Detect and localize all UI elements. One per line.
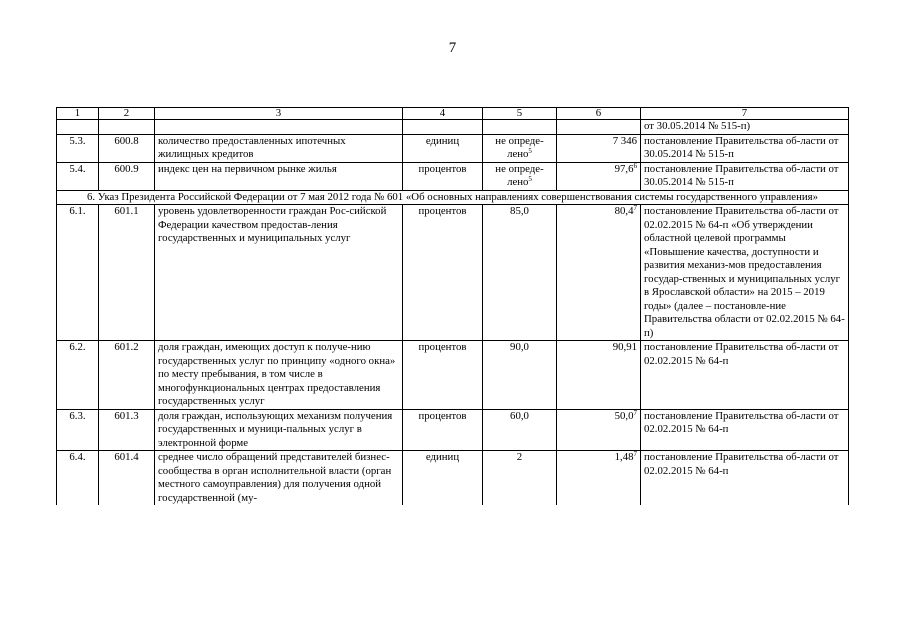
source-document: постановление Правительства об-ласти от 02.02.2015 № 64-п	[641, 451, 849, 506]
indicator-code: 600.9	[99, 162, 155, 190]
indicators-table	[56, 107, 849, 505]
unit: единиц	[403, 134, 483, 162]
header-cell: 6	[557, 108, 641, 120]
table-row	[57, 205, 849, 341]
row-number: 5.3.	[57, 134, 99, 162]
target-value: не опреде-лено$^5$	[483, 162, 557, 190]
section-title: 6. Указ Президента Российской Федерации от 7 мая 2012 года № 601 «Об основных направлениях совершенствования системы государственного управления»	[57, 190, 849, 205]
target-value: 60,0	[483, 409, 557, 451]
source-document: постановление Правительства об-ласти от 02.02.2015 № 64-п «Об утверждении областной целевой программы «Повышение качества, доступности и развития механиз-мов предоставления государ-ственных и муниципальных услуг в Ярославской области» на 2015 – 2019 годы» (далее – постановле-ние Правительства области от 02.02.2015 № 64-п)	[641, 205, 849, 341]
footnote-mark: 5	[528, 147, 532, 155]
indicator-code: 601.3	[99, 409, 155, 451]
section-row	[57, 190, 849, 205]
table-row	[57, 134, 849, 162]
table-row	[57, 341, 849, 410]
indicator-code: 601.4	[99, 451, 155, 506]
row-number: 6.1.	[57, 205, 99, 341]
target-value: не опреде-лено$^5$	[483, 134, 557, 162]
unit: процентов	[403, 341, 483, 410]
actual-value: 7 346	[557, 134, 641, 162]
target-value: 2	[483, 451, 557, 506]
indicator-code: 600.8	[99, 134, 155, 162]
footnote-mark: 7	[633, 204, 637, 212]
indicator-name: доля граждан, имеющих доступ к получе-нию государственных услуг по принципу «одного окна» по месту пребывания, в том числе в многофункциональных центрах предоставления государственных услуг	[155, 341, 403, 410]
indicator-name: индекс цен на первичном рынке жилья	[155, 162, 403, 190]
header-cell: 3	[155, 108, 403, 120]
footnote-mark: 6	[633, 162, 637, 170]
actual-value: 90,91	[557, 341, 641, 410]
header-cell: 2	[99, 108, 155, 120]
actual-value: 1,48$^7$	[557, 451, 641, 506]
table-row	[57, 451, 849, 506]
footnote-mark: 5	[528, 175, 532, 183]
actual-value: 50,0$^7$	[557, 409, 641, 451]
row-number: 6.2.	[57, 341, 99, 410]
target-value: 90,0	[483, 341, 557, 410]
source-cell: от 30.05.2014 № 515-п)	[641, 120, 849, 135]
indicator-code: 601.1	[99, 205, 155, 341]
actual-value: 97,6$^6$	[557, 162, 641, 190]
source-document: постановление Правительства об-ласти от 30.05.2014 № 515-п	[641, 134, 849, 162]
target-value: 85,0	[483, 205, 557, 341]
indicator-name: уровень удовлетворенности граждан Рос-сийской Федерации качеством предостав-ления государственных и муниципальных услуг	[155, 205, 403, 341]
header-cell: 4	[403, 108, 483, 120]
table-row	[57, 409, 849, 451]
actual-value: 80,4$^7$	[557, 205, 641, 341]
header-cell: 7	[641, 108, 849, 120]
unit: процентов	[403, 162, 483, 190]
row-number: 6.4.	[57, 451, 99, 506]
source-document: постановление Правительства об-ласти от 30.05.2014 № 515-п	[641, 162, 849, 190]
header-cell: 1	[57, 108, 99, 120]
footnote-mark: 7	[633, 409, 637, 417]
unit: процентов	[403, 409, 483, 451]
row-number: 6.3.	[57, 409, 99, 451]
header-cell: 5	[483, 108, 557, 120]
header-row	[57, 108, 849, 120]
table-row	[57, 162, 849, 190]
unit: единиц	[403, 451, 483, 506]
continuation-row	[57, 120, 849, 135]
page-number: 7	[448, 40, 457, 56]
indicator-name: среднее число обращений представителей бизнес-сообщества в орган исполнительной власти (орган местного самоуправления) для получения одной государственной (му-	[155, 451, 403, 506]
footnote-mark: 7	[633, 450, 637, 458]
indicator-name: доля граждан, использующих механизм получения государственных и муници-пальных услуг в электронной форме	[155, 409, 403, 451]
source-document: постановление Правительства об-ласти от 02.02.2015 № 64-п	[641, 409, 849, 451]
indicator-code: 601.2	[99, 341, 155, 410]
row-number: 5.4.	[57, 162, 99, 190]
indicator-name: количество предоставленных ипотечных жилищных кредитов	[155, 134, 403, 162]
source-document: постановление Правительства об-ласти от 02.02.2015 № 64-п	[641, 341, 849, 410]
unit: процентов	[403, 205, 483, 341]
